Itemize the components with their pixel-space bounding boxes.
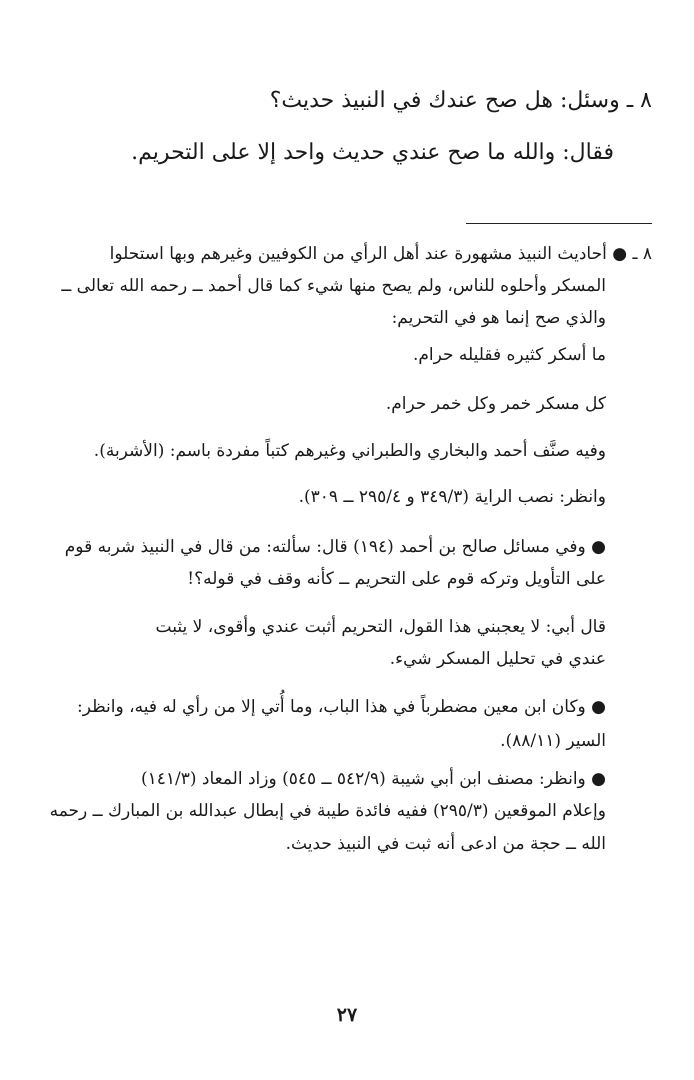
footnote-separator [466, 223, 652, 224]
footnote-line: ● وفي مسائل صالح بن أحمد (١٩٤) قال: سألته: من قال في النبيذ شربه قوم [64, 537, 606, 557]
footnote-line: ما أسكر كثيره فقليله حرام. [412, 345, 606, 365]
footnote-line: عندي في تحليل المسكر شيء. [389, 649, 606, 669]
footnote-line: كل مسكر خمر وكل خمر حرام. [385, 394, 606, 414]
question-line: ٨ ـ وسئل: هل صح عندك في النبيذ حديث؟ [269, 88, 652, 113]
footnote-line: ٨ ـ ● أحاديث النبيذ مشهورة عند أهل الرأي من الكوفيين وغيرهم وبها استحلوا [109, 244, 652, 264]
footnote-line: المسكر وأحلوه للناس، ولم يصح منها شيء كما قال أحمد ــ رحمه الله تعالى ــ [61, 276, 606, 296]
footnote-line: وانظر: نصب الراية (٣٤٩/٣ و ٢٩٥/٤ ــ ٣٠٩). [298, 487, 606, 507]
footnote-line: والذي صح إنما هو في التحريم: [391, 308, 606, 328]
page-number: ٢٧ [336, 1004, 358, 1026]
footnote-line: قال أبي: لا يعجبني هذا القول، التحريم أثبت عندي وأقوى، لا يثبت [155, 617, 606, 637]
footnote-line: على التأويل وتركه قوم على التحريم ــ كأنه وقف في قوله؟! [187, 569, 606, 589]
answer-line: فقال: والله ما صح عندي حديث واحد إلا على التحريم. [131, 140, 614, 165]
footnote-line: السير (٨٨/١١). [500, 731, 606, 751]
footnote-line: ● وانظر: مصنف ابن أبي شيبة (٥٤٢/٩ ــ ٥٤٥) وزاد المعاد (١٤١/٣) [140, 769, 606, 789]
footnote-line: وإعلام الموقعين (٢٩٥/٣) ففيه فائدة طيبة في إبطال عبدالله بن المبارك ــ رحمه [49, 801, 606, 821]
footnote-line: وفيه صنَّف أحمد والبخاري والطبراني وغيرهم كتباً مفردة باسم: (الأشربة). [93, 441, 606, 461]
footnote-line: الله ــ حجة من ادعى أنه ثبت في النبيذ حديث. [285, 834, 606, 854]
footnote-line: ● وكان ابن معين مضطرباً في هذا الباب، وما أُتي إلا من رأي له فيه، وانظر: [76, 697, 606, 717]
